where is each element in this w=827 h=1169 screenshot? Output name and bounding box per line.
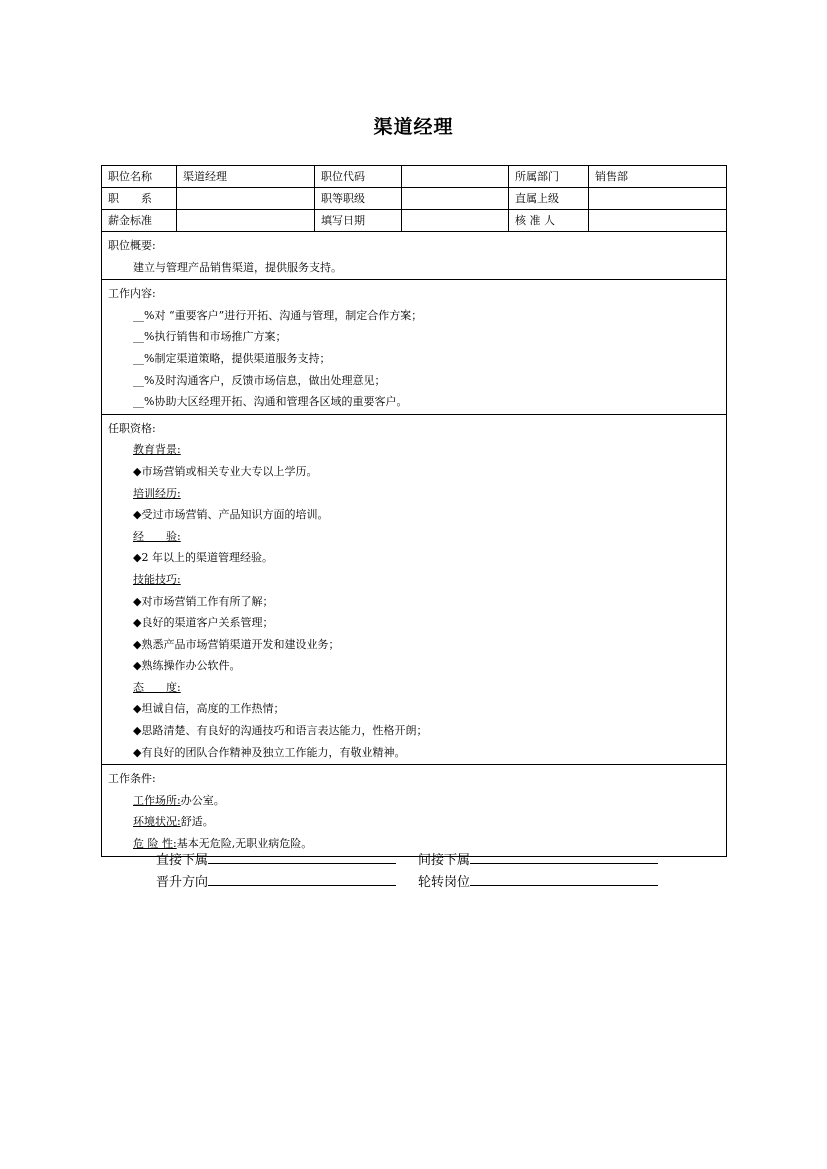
experience-item: ◆2 年以上的渠道管理经验。 (133, 551, 273, 565)
direct-subordinate-label: 直接下属 (156, 853, 209, 868)
skills-label: 技能技巧: (133, 572, 181, 586)
conditions-label: 工作条件: (108, 772, 156, 786)
value-department: 销售部 (589, 166, 727, 188)
label-position-code: 职位代码 (315, 166, 402, 188)
value-position-code (402, 166, 509, 188)
summary-text: 建立与管理产品销售渠道，提供服务支持。 (133, 260, 342, 274)
summary-section (102, 232, 727, 280)
indirect-subordinate-line[interactable] (470, 851, 658, 864)
label-job-family: 职 系 (102, 188, 177, 210)
training-item: ◆受过市场营销、产品知识方面的培训。 (133, 508, 329, 522)
qualifications-label: 任职资格: (108, 421, 156, 435)
attitude-item: ◆坦诚自信，高度的工作热情； (133, 702, 285, 716)
environment-value: 舒适。 (180, 815, 214, 829)
rotation-line[interactable] (470, 873, 658, 886)
rotation-label: 轮转岗位 (418, 875, 471, 890)
header-row (102, 166, 727, 188)
summary-label: 职位概要: (108, 239, 156, 252)
duties-section (102, 280, 727, 415)
education-label: 教育背景: (133, 443, 181, 457)
qualifications-section (102, 414, 727, 765)
duty-item: __%及时沟通客户，反馈市场信息，做出处理意见； (133, 373, 386, 387)
value-position-name: 渠道经理 (177, 166, 315, 188)
place-label: 工作场所: (133, 793, 181, 807)
training-label: 培训经历: (133, 486, 181, 500)
promotion-label: 晋升方向 (156, 875, 209, 890)
attitude-item: ◆思路清楚、有良好的沟通技巧和语言表达能力，性格开朗； (133, 724, 428, 738)
risk-label: 危 险 性: (133, 837, 177, 851)
environment-label: 环境状况: (133, 815, 181, 829)
duty-item: __%制定渠道策略，提供渠道服务支持； (133, 351, 331, 365)
header-row (102, 188, 727, 210)
conditions-section (102, 765, 727, 856)
experience-label: 经 验: (133, 529, 181, 543)
skill-item: ◆熟悉产品市场营销渠道开发和建设业务； (133, 637, 340, 651)
skill-item: ◆良好的渠道客户关系管理； (133, 616, 274, 630)
duty-item: __%协助大区经理开拓、沟通和管理各区域的重要客户。 (133, 395, 408, 409)
promotion-line[interactable] (208, 873, 396, 886)
risk-value: 基本无危险,无职业病危险。 (176, 837, 313, 851)
label-department: 所属部门 (509, 166, 589, 188)
label-position-name: 职位名称 (102, 166, 177, 188)
label-supervisor: 直属上级 (509, 188, 589, 210)
value-grade (402, 188, 509, 210)
duties-label: 工作内容: (108, 287, 156, 301)
attitude-item: ◆有良好的团队合作精神及独立工作能力，有敬业精神。 (133, 745, 406, 759)
value-salary (177, 210, 315, 232)
label-fill-date: 填写日期 (315, 210, 402, 232)
skill-item: ◆熟练操作办公软件。 (133, 659, 241, 673)
skill-item: ◆对市场营销工作有所了解； (133, 594, 274, 608)
label-salary: 薪金标准 (102, 210, 177, 232)
value-job-family (177, 188, 315, 210)
duty-item: __%执行销售和市场推广方案； (133, 330, 287, 344)
label-approver: 核 准 人 (509, 210, 589, 232)
education-item: ◆市场营销或相关专业大专以上学历。 (133, 464, 318, 478)
value-approver (589, 210, 727, 232)
direct-subordinate-line[interactable] (208, 851, 396, 864)
place-value: 办公室。 (180, 793, 225, 807)
label-grade: 职等职级 (315, 188, 402, 210)
header-row (102, 210, 727, 232)
attitude-label: 态 度: (133, 680, 181, 694)
job-description-table (101, 165, 727, 857)
value-supervisor (589, 188, 727, 210)
indirect-subordinate-label: 间接下属 (418, 853, 471, 868)
value-fill-date (402, 210, 509, 232)
page-title: 渠道经理 (373, 116, 454, 138)
duty-item: __%对 “重要客户”进行开拓、沟通与管理，制定合作方案； (133, 308, 423, 322)
footer-section (156, 850, 658, 894)
